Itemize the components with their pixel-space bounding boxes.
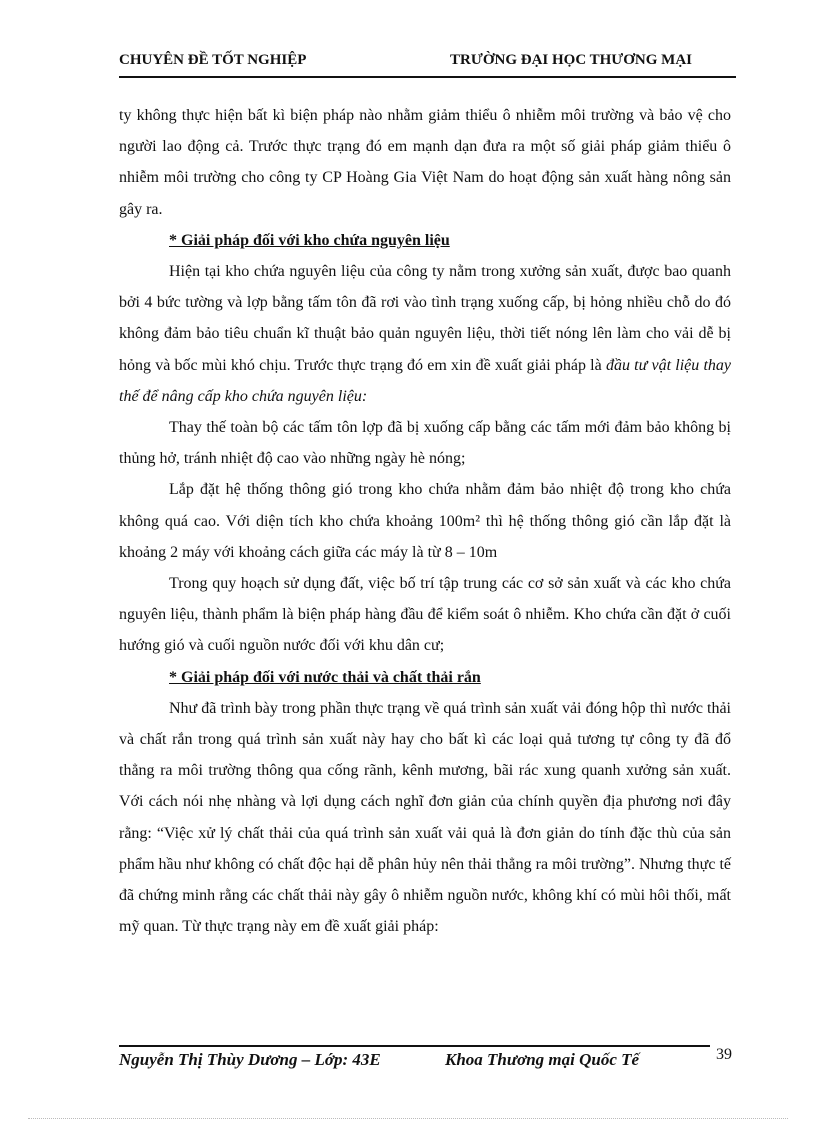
section-heading-raw-material xyxy=(119,225,731,256)
section-heading-waste-text: * Giải pháp đối với nước thải và chất thải rắn xyxy=(169,668,481,686)
footer-faculty: Khoa Thương mại Quốc Tế xyxy=(445,1050,640,1069)
paragraph-warehouse xyxy=(119,256,731,412)
footer-divider xyxy=(119,1045,710,1047)
paragraph-warehouse-italic: đầu tư vật liệu thay thế để nâng cấp kho chứa nguyên liệu: xyxy=(119,356,732,405)
document-body xyxy=(119,100,731,942)
paragraph-warehouse-text: Hiện tại kho chứa nguyên liệu của công ty nằm trong xưởng sản xuất, được bao quanh bởi 4 bức tường và lợp bằng tấm tôn đã rơi vào tình trạng xuống cấp, bị hỏng nhiều chỗ do đó không đảm bảo tiêu chuẩn kĩ thuật bảo quản nguyên liệu, thời tiết nóng lên làm cho vải dễ bị hỏng và bốc mùi khó chịu. Trước thực trạng đó em xin đề xuất giải pháp là xyxy=(119,263,731,374)
paragraph-ventilation: Lắp đặt hệ thống thông gió trong kho chứa nhằm đảm bảo nhiệt độ trong kho chứa không quá cao. Với diện tích kho chứa khoảng 100m² thì hệ thống thông gió cần lắp đặt là khoảng 2 máy với khoảng cách giữa các máy là từ 8 – 10m xyxy=(119,481,731,561)
page-header xyxy=(119,52,736,78)
page-number: 39 xyxy=(716,1046,732,1063)
header-left-title: CHUYÊN ĐỀ TỐT NGHIỆP xyxy=(119,52,307,68)
paragraph-waste: Như đã trình bày trong phần thực trạng về quá trình sản xuất vải đóng hộp thì nước thải và chất rắn trong quá trình sản xuất này hay cho bất kì các loại quả tương tự công ty đã đổ thẳng ra môi trường thông qua cống rãnh, kênh mương, bãi rác xung quanh xưởng sản xuất. Với cách nói nhẹ nhàng và lợi dụng cách nghĩ đơn giản của chính quyền địa phương nơi đây rằng: “Việc xử lý chất thải của quá trình sản xuất vải quả là đơn giản do tính đặc thù của sản phẩm hầu như không có chất độc hại dễ phân hủy nên thải thẳng ra môi trường”. Nhưng thực tế đã chứng minh rằng các chất thải này gây ô nhiễm nguồn nước, không khí có mùi hôi thối, mất mỹ quan. Từ thực trạng này em đề xuất giải pháp: xyxy=(119,699,731,936)
footer-author: Nguyễn Thị Thùy Dương – Lớp: 43E xyxy=(119,1050,381,1069)
page-bottom-rule xyxy=(28,1118,788,1119)
paragraph-intro: ty không thực hiện bất kì biện pháp nào nhằm giảm thiểu ô nhiễm môi trường và bảo vệ cho người lao động cả. Trước thực trạng đó em mạnh dạn đưa ra một số giải pháp giảm thiểu ô nhiễm môi trường cho công ty CP Hoàng Gia Việt Nam do hoạt động sản xuất hàng nông sản gây ra. xyxy=(119,107,731,218)
section-heading-waste xyxy=(119,662,731,693)
paragraph-roof: Thay thế toàn bộ các tấm tôn lợp đã bị xuống cấp bằng các tấm mới đảm bảo không bị thủng hở, tránh nhiệt độ cao vào những ngày hè nóng; xyxy=(119,419,731,468)
header-right-title: TRƯỜNG ĐẠI HỌC THƯƠNG MẠI xyxy=(450,52,692,68)
paragraph-land-use: Trong quy hoạch sử dụng đất, việc bố trí tập trung các cơ sở sản xuất và các kho chứa nguyên liệu, thành phẩm là biện pháp hàng đầu để kiểm soát ô nhiễm. Kho chứa cần đặt ở cuối hướng gió và cuối nguồn nước đối với khu dân cư; xyxy=(119,575,731,655)
section-heading-raw-material-text: * Giải pháp đối với kho chứa nguyên liệu xyxy=(169,231,450,249)
